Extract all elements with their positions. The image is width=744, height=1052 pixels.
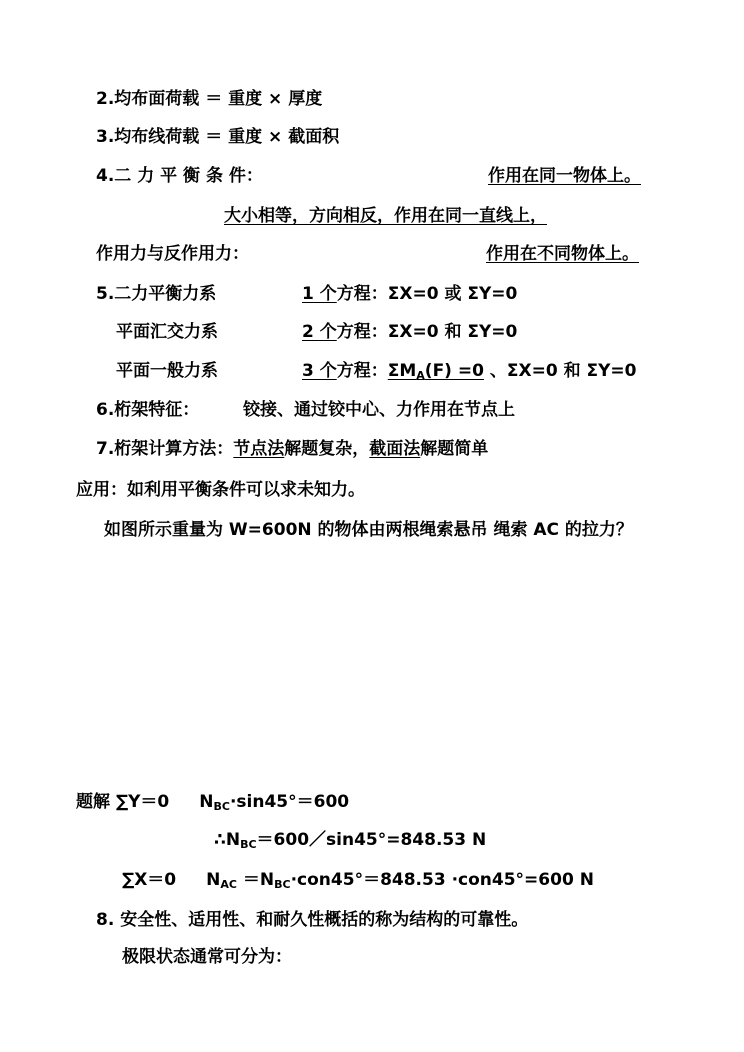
item-5c-eq xyxy=(302,360,637,387)
item-6-text: 铰接、通过铰中心、力作用在节点上 xyxy=(243,400,515,420)
eq-count: 1 个 xyxy=(302,284,337,304)
item-8: 8. 安全性、适用性、和耐久性概括的称为结构的可靠性。 xyxy=(96,910,529,930)
eq-text: 方程：ΣX=0 和 ΣY=0 xyxy=(336,322,518,342)
item-5-eq xyxy=(302,283,517,305)
item-5b-eq xyxy=(302,321,517,343)
moment-eq: $\Sigma M_A(F) =0$ xyxy=(387,361,484,382)
item-6-label: 6.桁架特征： xyxy=(96,400,200,420)
item-4-note-3: 作用在不同物体上。 xyxy=(486,244,639,264)
item-7: 7.桁架计算方法：节点法解题复杂，截面法解题简单 xyxy=(96,439,489,459)
item-4-note-2: 大小相等，方向相反，作用在同一直线上， xyxy=(224,206,547,226)
item-3: 3.均布线荷载 ＝ 重度 × 截面积 xyxy=(96,127,340,147)
eq-text-2: 、ΣX=0 和 ΣY=0 xyxy=(483,361,637,381)
solution-2: $\therefore N_{BC}=600/\sin 45^\circ=848.53$ N xyxy=(214,830,487,851)
solution-1: 题解 ∑Y＝0 $N_{BC}\cdot\sin 45^\circ=600$ xyxy=(76,792,350,813)
eq-count: 3 个 xyxy=(302,361,337,381)
item-4-sub-label: 作用力与反作用力： xyxy=(96,244,249,264)
eq-count: 2 个 xyxy=(302,322,337,342)
item-5c-label: 平面一般力系 xyxy=(116,361,218,381)
item-4-note-1: 作用在同一物体上。 xyxy=(488,166,641,186)
solution-3: ∑X＝0 $N_{AC} =N_{BC}\cdot con45^\circ=848.53 \cdot con45^\circ=600$ N xyxy=(122,870,594,891)
item-4-label: 4.二 力 平 衡 条 件： xyxy=(96,166,263,186)
item-5b-label: 平面汇交力系 xyxy=(116,322,218,342)
item-5-label: 5.二力平衡力系 xyxy=(96,284,217,304)
problem-text: 如图所示重量为 W=600N 的物体由两根绳索悬吊 绳索 AC 的拉力？ xyxy=(104,520,633,540)
eq-text: 方程：ΣX=0 或 ΣY=0 xyxy=(336,284,518,304)
item-2: 2.均布面荷载 ＝ 重度 × 厚度 xyxy=(96,89,323,109)
limit-state: 极限状态通常可分为： xyxy=(122,947,292,967)
application: 应用：如利用平衡条件可以求未知力。 xyxy=(76,480,365,500)
eq-text: 方程： xyxy=(336,361,388,381)
